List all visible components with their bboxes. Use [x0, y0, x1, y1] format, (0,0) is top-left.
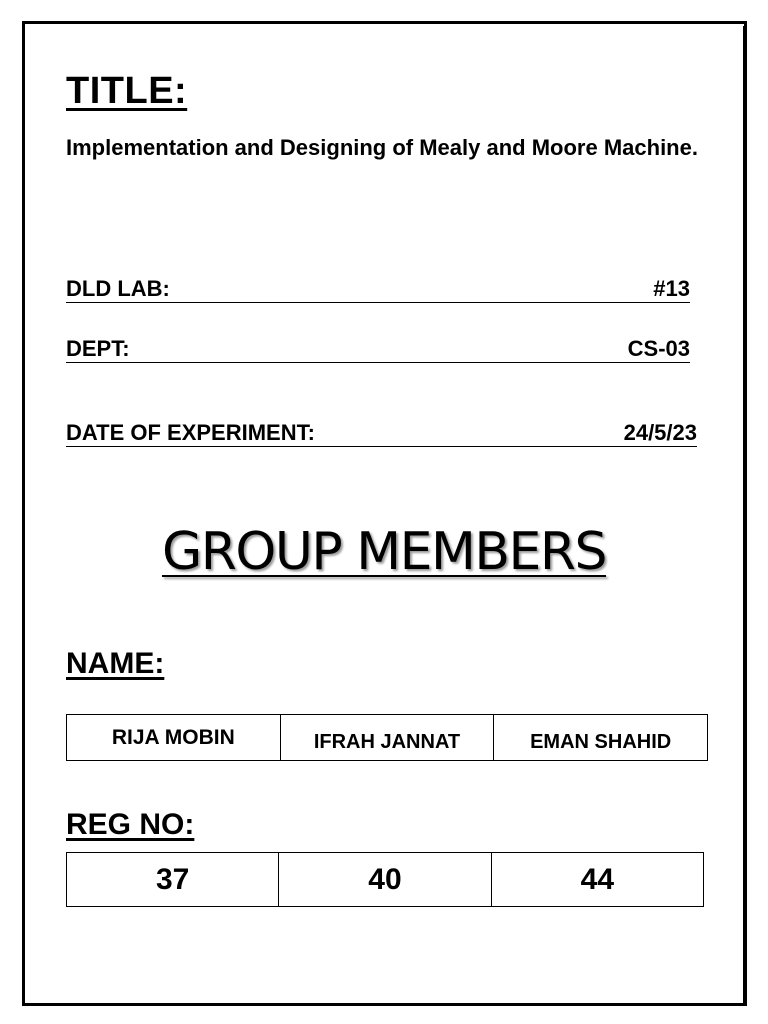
name-label: NAME:: [66, 647, 165, 680]
group-members-heading: GROUP MEMBERS: [161, 522, 607, 582]
reg-numbers-table: [66, 852, 704, 907]
names-table: [66, 714, 708, 761]
reg-no-label: REG NO:: [66, 808, 195, 841]
member-name-cell: IFRAH JANNAT: [280, 715, 494, 761]
dept-label: DEPT:: [66, 336, 130, 361]
dept-value: CS-03: [627, 336, 690, 361]
member-name-cell: RIJA MOBIN: [67, 715, 281, 761]
dept-row: [66, 334, 690, 363]
date-value: 24/5/23: [623, 420, 697, 445]
lab-row: [66, 274, 690, 303]
reg-number-cell: 44: [491, 853, 703, 907]
date-label: DATE OF EXPERIMENT:: [66, 420, 315, 445]
lab-value: #13: [653, 276, 690, 301]
table-row: [67, 853, 704, 907]
date-row: [66, 418, 697, 447]
title-text: Implementation and Designing of Mealy and Moore Machine.: [66, 135, 698, 160]
reg-number-cell: 37: [67, 853, 279, 907]
lab-label: DLD LAB:: [66, 276, 170, 301]
reg-number-cell: 40: [279, 853, 491, 907]
title-heading: TITLE:: [66, 70, 188, 112]
member-name-cell: EMAN SHAHID: [494, 715, 708, 761]
table-row: [67, 715, 708, 761]
